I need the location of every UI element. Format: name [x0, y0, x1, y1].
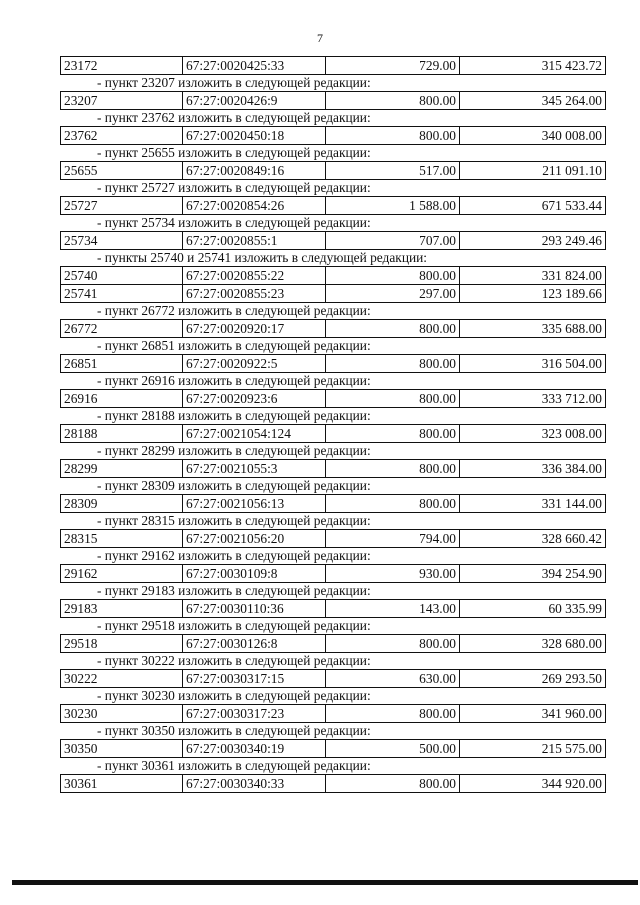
cadastral-number-cell: 67:27:0020855:22 — [183, 267, 326, 284]
cadastral-value-cell: 336 384.00 — [541, 461, 602, 476]
table-row — [60, 319, 606, 338]
area-cell: 143.00 — [326, 600, 460, 617]
cadastral-number-cell: 67:27:0021056:20 — [183, 530, 326, 547]
cadastral-value-cell: 211 091.10 — [542, 163, 602, 178]
cadastral-value-cell: 394 254.90 — [541, 566, 602, 581]
item-number-cell: 26772 — [61, 320, 183, 337]
table-row — [60, 91, 606, 110]
area-cell: 800.00 — [326, 127, 460, 144]
amendment-note: - пункт 28188 изложить в следующей редакции: — [97, 408, 371, 423]
item-number-cell: 30350 — [61, 740, 183, 757]
table-row — [60, 354, 606, 373]
table-row — [60, 529, 606, 548]
area-cell: 800.00 — [326, 460, 460, 477]
document-body — [60, 56, 606, 793]
cadastral-number-cell: 67:27:0020425:33 — [183, 57, 326, 74]
item-number-cell: 29518 — [61, 635, 183, 652]
item-number-cell: 28299 — [61, 460, 183, 477]
item-number-cell: 25741 — [61, 285, 183, 302]
area-cell: 707.00 — [326, 232, 460, 249]
item-number-cell: 23762 — [61, 127, 183, 144]
area-cell: 729.00 — [326, 57, 460, 74]
amendment-note: - пункт 23762 изложить в следующей редакции: — [97, 110, 371, 125]
area-cell: 800.00 — [326, 267, 460, 284]
item-number-cell: 30361 — [61, 775, 183, 792]
area-cell: 800.00 — [326, 495, 460, 512]
cadastral-number-cell: 67:27:0020849:16 — [183, 162, 326, 179]
area-cell: 800.00 — [326, 355, 460, 372]
item-number-cell: 26916 — [61, 390, 183, 407]
cadastral-value-cell: 293 249.46 — [541, 233, 602, 248]
cadastral-value-cell: 323 008.00 — [541, 426, 602, 441]
amendment-note: - пункт 30350 изложить в следующей редакции: — [97, 723, 371, 738]
amendment-note: - пункт 25655 изложить в следующей редакции: — [97, 145, 371, 160]
cadastral-number-cell: 67:27:0030317:15 — [183, 670, 326, 687]
amendment-note: - пункт 25727 изложить в следующей редакции: — [97, 180, 371, 195]
table-row — [60, 669, 606, 688]
area-cell: 800.00 — [326, 390, 460, 407]
cadastral-number-cell: 67:27:0021055:3 — [183, 460, 326, 477]
amendment-note: - пункт 26772 изложить в следующей редакции: — [97, 303, 371, 318]
item-number-cell: 26851 — [61, 355, 183, 372]
cadastral-number-cell: 67:27:0030340:19 — [183, 740, 326, 757]
area-cell: 517.00 — [326, 162, 460, 179]
item-number-cell: 25727 — [61, 197, 183, 214]
amendment-note: - пункт 30361 изложить в следующей редакции: — [97, 758, 371, 773]
table-row — [60, 704, 606, 723]
area-cell: 800.00 — [326, 705, 460, 722]
cadastral-number-cell: 67:27:0021054:124 — [183, 425, 326, 442]
item-number-cell: 29162 — [61, 565, 183, 582]
amendment-note: - пункт 28299 изложить в следующей редакции: — [97, 443, 371, 458]
area-cell: 800.00 — [326, 775, 460, 792]
cadastral-value-cell: 331 144.00 — [541, 496, 602, 511]
table-row — [60, 774, 606, 793]
area-cell: 800.00 — [326, 92, 460, 109]
table-row — [60, 56, 606, 75]
amendment-note: - пункт 28315 изложить в следующей редакции: — [97, 513, 371, 528]
cadastral-value-cell: 333 712.00 — [541, 391, 602, 406]
cadastral-value-cell: 328 660.42 — [541, 531, 602, 546]
item-number-cell: 25655 — [61, 162, 183, 179]
item-number-cell: 23172 — [61, 57, 183, 74]
cadastral-value-cell: 335 688.00 — [541, 321, 602, 336]
cadastral-number-cell: 67:27:0020923:6 — [183, 390, 326, 407]
cadastral-number-cell: 67:27:0030109:8 — [183, 565, 326, 582]
area-cell: 800.00 — [326, 635, 460, 652]
table-row — [60, 196, 606, 215]
amendment-note: - пункт 29162 изложить в следующей редакции: — [97, 548, 371, 563]
cadastral-value-cell: 340 008.00 — [541, 128, 602, 143]
item-number-cell: 29183 — [61, 600, 183, 617]
table-row — [60, 599, 606, 618]
amendment-note: - пункт 28309 изложить в следующей редакции: — [97, 478, 371, 493]
item-number-cell: 28315 — [61, 530, 183, 547]
item-number-cell: 28188 — [61, 425, 183, 442]
amendment-note: - пункт 26916 изложить в следующей редакции: — [97, 373, 371, 388]
cadastral-number-cell: 67:27:0021056:13 — [183, 495, 326, 512]
area-cell: 800.00 — [326, 320, 460, 337]
table-row — [60, 161, 606, 180]
area-cell: 794.00 — [326, 530, 460, 547]
cadastral-number-cell: 67:27:0020855:23 — [183, 285, 326, 302]
item-number-cell: 25734 — [61, 232, 183, 249]
cadastral-value-cell: 60 335.99 — [548, 601, 602, 616]
area-cell: 297.00 — [326, 285, 460, 302]
cadastral-number-cell: 67:27:0030317:23 — [183, 705, 326, 722]
amendment-note: - пункт 23207 изложить в следующей редакции: — [97, 75, 371, 90]
table-row — [60, 389, 606, 408]
item-number-cell: 30230 — [61, 705, 183, 722]
table-row — [60, 284, 606, 303]
cadastral-number-cell: 67:27:0030126:8 — [183, 635, 326, 652]
table-row — [60, 231, 606, 250]
table-row — [60, 459, 606, 478]
table-row — [60, 739, 606, 758]
amendment-note: - пункт 25734 изложить в следующей редакции: — [97, 215, 371, 230]
area-cell: 500.00 — [326, 740, 460, 757]
table-row — [60, 494, 606, 513]
item-number-cell: 23207 — [61, 92, 183, 109]
amendment-note: - пункты 25740 и 25741 изложить в следующей редакции: — [97, 250, 428, 265]
cadastral-number-cell: 67:27:0030110:36 — [183, 600, 326, 617]
footer-rule — [12, 880, 638, 885]
area-cell: 930.00 — [326, 565, 460, 582]
amendment-note: - пункт 29518 изложить в следующей редакции: — [97, 618, 371, 633]
item-number-cell: 28309 — [61, 495, 183, 512]
table-row — [60, 634, 606, 653]
area-cell: 630.00 — [326, 670, 460, 687]
cadastral-number-cell: 67:27:0020854:26 — [183, 197, 326, 214]
cadastral-value-cell: 215 575.00 — [541, 741, 602, 756]
cadastral-value-cell: 328 680.00 — [541, 636, 602, 651]
table-row — [60, 564, 606, 583]
cadastral-number-cell: 67:27:0020450:18 — [183, 127, 326, 144]
cadastral-value-cell: 316 504.00 — [541, 356, 602, 371]
amendment-note: - пункт 26851 изложить в следующей редакции: — [97, 338, 371, 353]
cadastral-value-cell: 269 293.50 — [541, 671, 602, 686]
area-cell: 1 588.00 — [326, 197, 460, 214]
amendment-note: - пункт 30230 изложить в следующей редакции: — [97, 688, 371, 703]
area-cell: 800.00 — [326, 425, 460, 442]
cadastral-value-cell: 345 264.00 — [541, 93, 602, 108]
item-number-cell: 30222 — [61, 670, 183, 687]
table-row — [60, 126, 606, 145]
cadastral-number-cell: 67:27:0020426:9 — [183, 92, 326, 109]
cadastral-number-cell: 67:27:0020920:17 — [183, 320, 326, 337]
cadastral-value-cell: 344 920.00 — [541, 776, 602, 791]
table-row — [60, 266, 606, 285]
cadastral-value-cell: 315 423.72 — [541, 58, 602, 73]
page-number: 7 — [317, 31, 323, 45]
cadastral-value-cell: 331 824.00 — [541, 268, 602, 283]
cadastral-number-cell: 67:27:0020855:1 — [183, 232, 326, 249]
cadastral-number-cell: 67:27:0030340:33 — [183, 775, 326, 792]
cadastral-value-cell: 341 960.00 — [541, 706, 602, 721]
cadastral-value-cell: 123 189.66 — [541, 286, 602, 301]
cadastral-number-cell: 67:27:0020922:5 — [183, 355, 326, 372]
cadastral-value-cell: 671 533.44 — [541, 198, 602, 213]
table-row — [60, 424, 606, 443]
amendment-note: - пункт 30222 изложить в следующей редакции: — [97, 653, 371, 668]
item-number-cell: 25740 — [61, 267, 183, 284]
amendment-note: - пункт 29183 изложить в следующей редакции: — [97, 583, 371, 598]
